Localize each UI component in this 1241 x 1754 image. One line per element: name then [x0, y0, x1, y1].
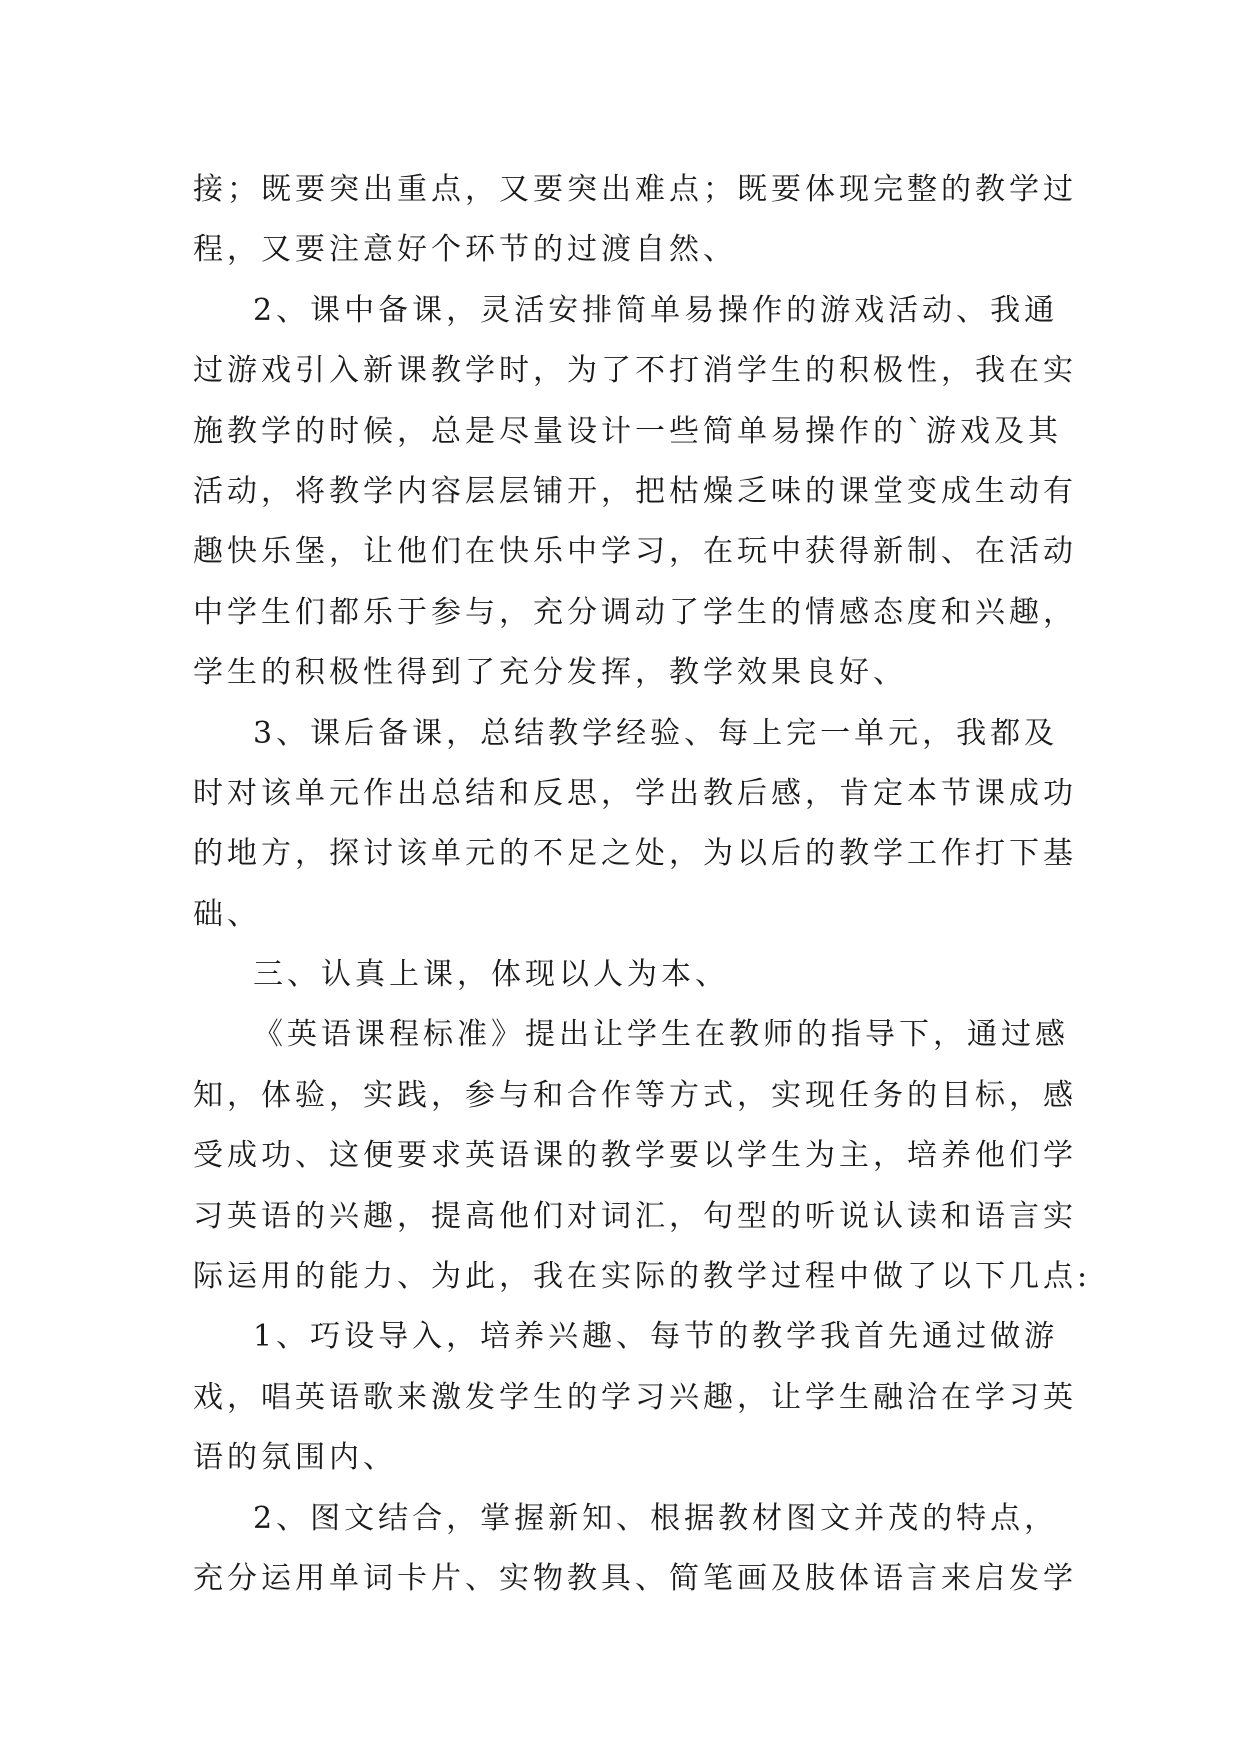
paragraph-start-line: 2、图文结合，掌握新知、根据教材图文并茂的特点，: [253, 1500, 1059, 1536]
text-line: 活动，将教学内容层层铺开，把枯燥乏味的课堂变成生动有: [193, 473, 1077, 509]
text-line: 中学生们都乐于参与，充分调动了学生的情感态度和兴趣，: [193, 594, 1077, 630]
paragraph-start-line: 2、课中备课，灵活安排简单易操作的游戏活动、我通: [253, 292, 1059, 328]
text-line: 程，又要注意好个环节的过渡自然、: [193, 232, 737, 268]
paragraph-start-line: 1、巧设导入，培养兴趣、每节的教学我首先通过做游: [253, 1319, 1059, 1355]
text-line: 习英语的兴趣，提高他们对词汇，句型的听说认读和语言实: [193, 1198, 1077, 1234]
text-line: 接；既要突出重点，又要突出难点；既要体现完整的教学过: [193, 172, 1077, 207]
text-line: 受成功、这便要求英语课的教学要以学生为主，培养他们学: [193, 1138, 1077, 1174]
text-line: 过游戏引入新课教学时，为了不打消学生的积极性，我在实: [193, 353, 1077, 389]
text-line: 知，体验，实践，参与和合作等方式，实现任务的目标，感: [193, 1077, 1077, 1113]
text-line: 趣快乐堡，让他们在快乐中学习，在玩中获得新制、在活动: [193, 534, 1077, 570]
paragraph-start-line: 《英语课程标准》提出让学生在教师的指导下，通过感: [253, 1017, 1069, 1053]
text-line: 础、: [193, 896, 261, 932]
text-line: 语的氛围内、: [193, 1440, 397, 1476]
text-line: 施教学的时候，总是尽量设计一些简单易操作的`游戏及其: [193, 413, 1062, 449]
text-line: 学生的积极性得到了充分发挥，教学效果良好、: [193, 655, 907, 691]
text-line: 的地方，探讨该单元的不足之处，为以后的教学工作打下基: [193, 836, 1077, 872]
section-heading: 三、认真上课，体现以人为本、: [253, 957, 729, 993]
text-line: 充分运用单词卡片、实物教具、简笔画及肢体语言来启发学: [193, 1560, 1077, 1596]
paragraph-start-line: 3、课后备课，总结教学经验、每上完一单元，我都及: [253, 715, 1059, 751]
text-line: 时对该单元作出总结和反思，学出教后感，肯定本节课成功: [193, 775, 1077, 811]
body-text: [193, 160, 1092, 1609]
text-line: 戏，唱英语歌来激发学生的学习兴趣，让学生融洽在学习英: [193, 1379, 1077, 1415]
text-line: 际运用的能力、为此，我在实际的教学过程中做了以下几点:: [193, 1259, 1092, 1295]
